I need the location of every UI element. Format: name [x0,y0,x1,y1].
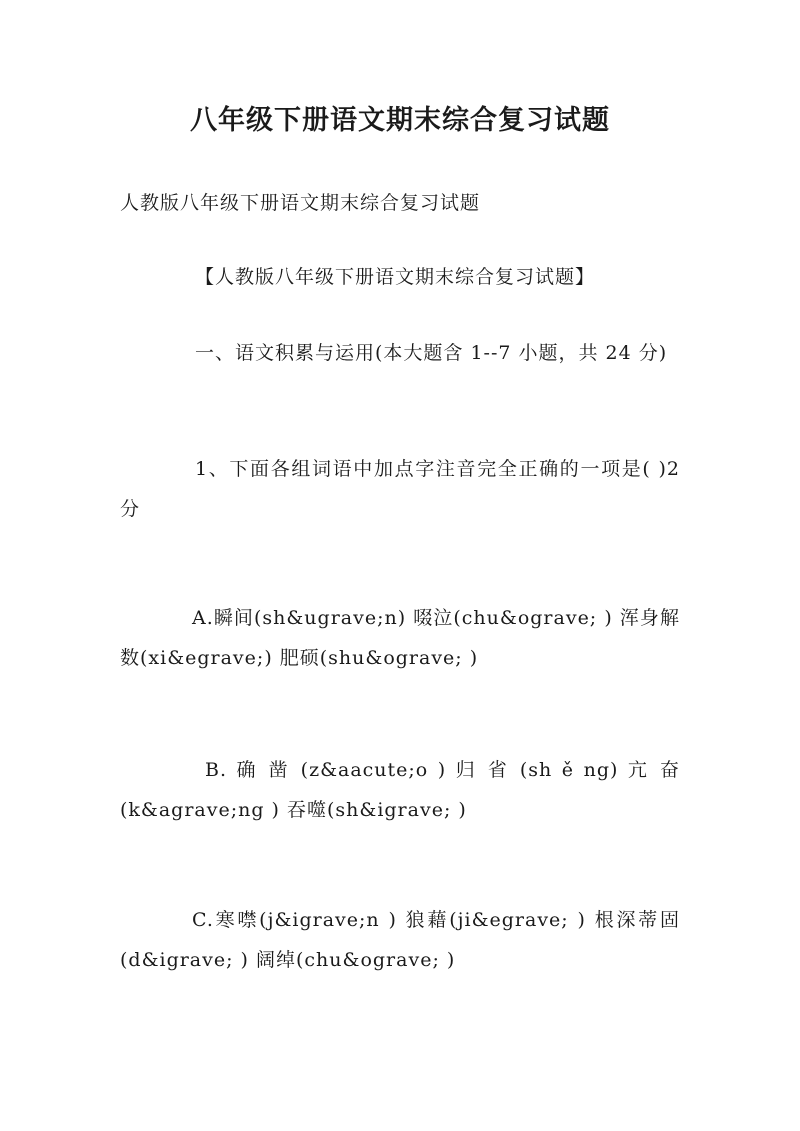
section-heading: 一、语文积累与运用(本大题含 1--7 小题，共 24 分) [195,342,668,364]
bracket-heading: 【人教版八年级下册语文期末综合复习试题】 [195,266,596,288]
question-1: 1、下面各组词语中加点字注音完全正确的一项是( )2 分 [120,458,680,520]
subtitle-line: 人教版八年级下册语文期末综合复习试题 [120,192,481,214]
option-a: A.瞬间(sh&ugrave;n) 啜泣(chu&ograve; ) 浑身解数(xi&egrave;) 肥硕(shu&ograve; ) [120,607,680,669]
option-b: B. 确 凿 (z&aacute;o ) 归 省 (sh ě ng) 亢 奋 (k&agrave;ng ) 吞噬(sh&igrave; ) [120,759,680,821]
option-c: C.寒噤(j&igrave;n ) 狼藉(ji&egrave; ) 根深蒂固(d&igrave; ) 阔绰(chu&ograve; ) [120,909,680,971]
document-title: 八年级下册语文期末综合复习试题 [190,105,610,136]
